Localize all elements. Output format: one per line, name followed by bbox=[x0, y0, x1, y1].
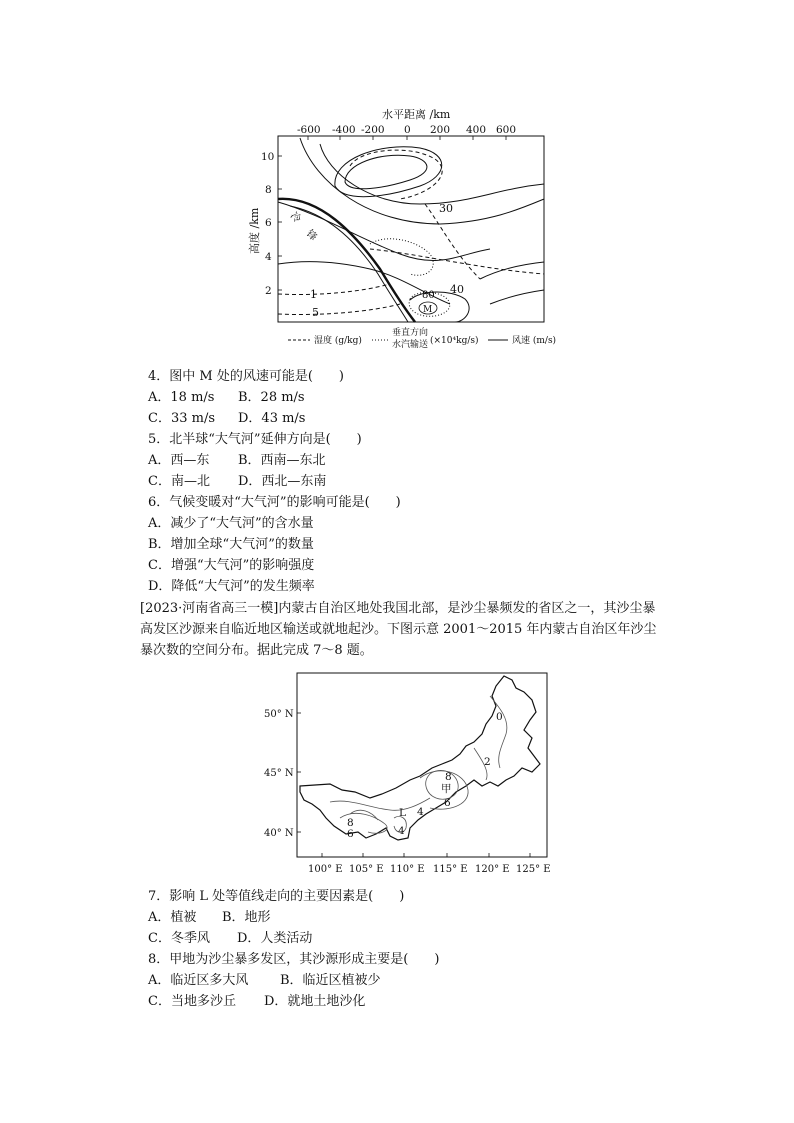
x-axis-title: 水平距离 /km bbox=[382, 108, 451, 121]
x-tick: -600 bbox=[297, 124, 321, 136]
q7-option-c: C．冬季风 bbox=[148, 931, 210, 946]
q5-option-a: A．西—东 bbox=[148, 453, 210, 468]
humidity-contours bbox=[278, 150, 544, 314]
q6-option-d: D．降低“大气河”的发生频率 bbox=[148, 579, 315, 594]
x-tick: -400 bbox=[332, 124, 356, 136]
lon-label-125: 125° E bbox=[516, 864, 551, 875]
y-tick: 10 bbox=[261, 151, 275, 163]
lon-label-110: 110° E bbox=[390, 864, 425, 875]
point-m-label: M bbox=[423, 305, 433, 315]
x-tick: 0 bbox=[404, 124, 411, 136]
legend-vapor-unit: (×10⁴kg/s) bbox=[430, 336, 479, 346]
lon-label-100: 100° E bbox=[308, 864, 343, 875]
contour-value-6-east: 6 bbox=[444, 797, 451, 809]
contour-value-6-west: 6 bbox=[347, 828, 354, 840]
lon-label-105: 105° E bbox=[349, 864, 384, 875]
contour-label-40: 40 bbox=[450, 283, 464, 296]
contour-value-4-east: 4 bbox=[417, 806, 424, 818]
map-frame bbox=[297, 673, 547, 857]
q6-option-b: B．增加全球“大气河”的数量 bbox=[148, 537, 314, 552]
q4-option-a: A．18 m/s bbox=[148, 390, 215, 405]
contour-label-5: 5 bbox=[312, 306, 319, 319]
q4-stem: 4．图中 M 处的风速可能是( ) bbox=[148, 369, 344, 384]
q6-option-a: A．减少了“大气河”的含水量 bbox=[148, 516, 314, 531]
y-tick-labels bbox=[261, 151, 274, 297]
vapor-transport-contours bbox=[370, 239, 450, 317]
front-label-cold: 冷 bbox=[287, 210, 303, 226]
q5-option-b: B．西南—东北 bbox=[238, 453, 326, 468]
lon-label-115: 115° E bbox=[433, 864, 468, 875]
q7-stem: 7．影响 L 处等值线走向的主要因素是( ) bbox=[148, 889, 405, 904]
inner-mongolia-dust-storm-map bbox=[260, 668, 560, 878]
contour-label-30: 30 bbox=[439, 202, 453, 215]
q7-option-a: A．植被 bbox=[148, 910, 197, 925]
q4-option-d: D．43 m/s bbox=[238, 411, 306, 426]
y-tick: 8 bbox=[265, 184, 272, 196]
contour-label-1: 1 bbox=[310, 288, 317, 301]
y-tick: 2 bbox=[265, 285, 272, 297]
legend bbox=[288, 326, 556, 350]
q8-option-b: B．临近区植被少 bbox=[280, 973, 381, 988]
contour-value-4-south: 4 bbox=[398, 825, 405, 837]
q8-stem: 8．甲地为沙尘暴多发区，其沙源形成主要是( ) bbox=[148, 952, 440, 967]
legend-wind: 风速 (m/s) bbox=[512, 336, 557, 346]
x-tick: -200 bbox=[361, 124, 385, 136]
x-tick: 400 bbox=[466, 124, 487, 136]
atmospheric-river-cross-section bbox=[250, 104, 570, 352]
q6-option-c: C．增强“大气河”的影响强度 bbox=[148, 558, 315, 573]
x-tick: 600 bbox=[496, 124, 517, 136]
plot-frame bbox=[278, 136, 544, 322]
q4-option-b: B．28 m/s bbox=[238, 390, 305, 405]
q8-option-a: A．临近区多大风 bbox=[148, 973, 249, 988]
contour-value-2: 2 bbox=[484, 756, 491, 768]
q6-stem: 6．气候变暖对“大气河”的影响可能是( ) bbox=[148, 495, 401, 510]
legend-vapor-line1: 垂直方向 bbox=[392, 328, 429, 338]
lat-label-50: 50° N bbox=[264, 709, 294, 720]
q7-option-b: B．地形 bbox=[222, 910, 271, 925]
q8-option-c: C．当地多沙丘 bbox=[148, 994, 236, 1009]
contour-value-8-west: 8 bbox=[347, 817, 354, 829]
contour-value-8-north: 8 bbox=[445, 771, 452, 783]
label-jia: 甲 bbox=[441, 783, 452, 795]
passage-intro: [2023·河南省高三一模]内蒙古自治区地处我国北部，是沙尘暴频发的省区之一，其沙尘暴高发区沙源来自临近地区输送或就地起沙。下图示意 2001～2015 年内蒙古自治区年沙尘暴次数的空间分布。据此完成 7～8 题。 bbox=[140, 601, 657, 658]
q5-stem: 5．北半球“大气河”延伸方向是( ) bbox=[148, 432, 362, 447]
x-tick: 200 bbox=[430, 124, 451, 136]
contour-label-80: 80 bbox=[422, 290, 435, 301]
legend-vapor-line2: 水汽输送 bbox=[392, 340, 429, 350]
q4-option-c: C．33 m/s bbox=[148, 411, 215, 426]
contour-value-0: 0 bbox=[496, 711, 503, 723]
y-tick: 4 bbox=[265, 251, 272, 263]
wind-speed-contours bbox=[278, 138, 544, 322]
lat-label-45: 45° N bbox=[264, 768, 294, 779]
q7-option-d: D．人类活动 bbox=[237, 931, 313, 946]
x-tick-labels bbox=[297, 124, 516, 136]
lon-label-120: 120° E bbox=[475, 864, 510, 875]
y-tick: 6 bbox=[265, 217, 272, 229]
q5-option-c: C．南—北 bbox=[148, 474, 210, 489]
y-axis-title: 高度 /km bbox=[248, 207, 261, 254]
q5-option-d: D．西北—东南 bbox=[238, 474, 327, 489]
q8-option-d: D．就地土地沙化 bbox=[264, 994, 366, 1009]
front-label-front: 锋 bbox=[303, 228, 319, 244]
legend-humidity: 湿度 (g/kg) bbox=[314, 336, 362, 346]
lat-label-40: 40° N bbox=[264, 828, 294, 839]
label-l: L bbox=[399, 807, 406, 819]
